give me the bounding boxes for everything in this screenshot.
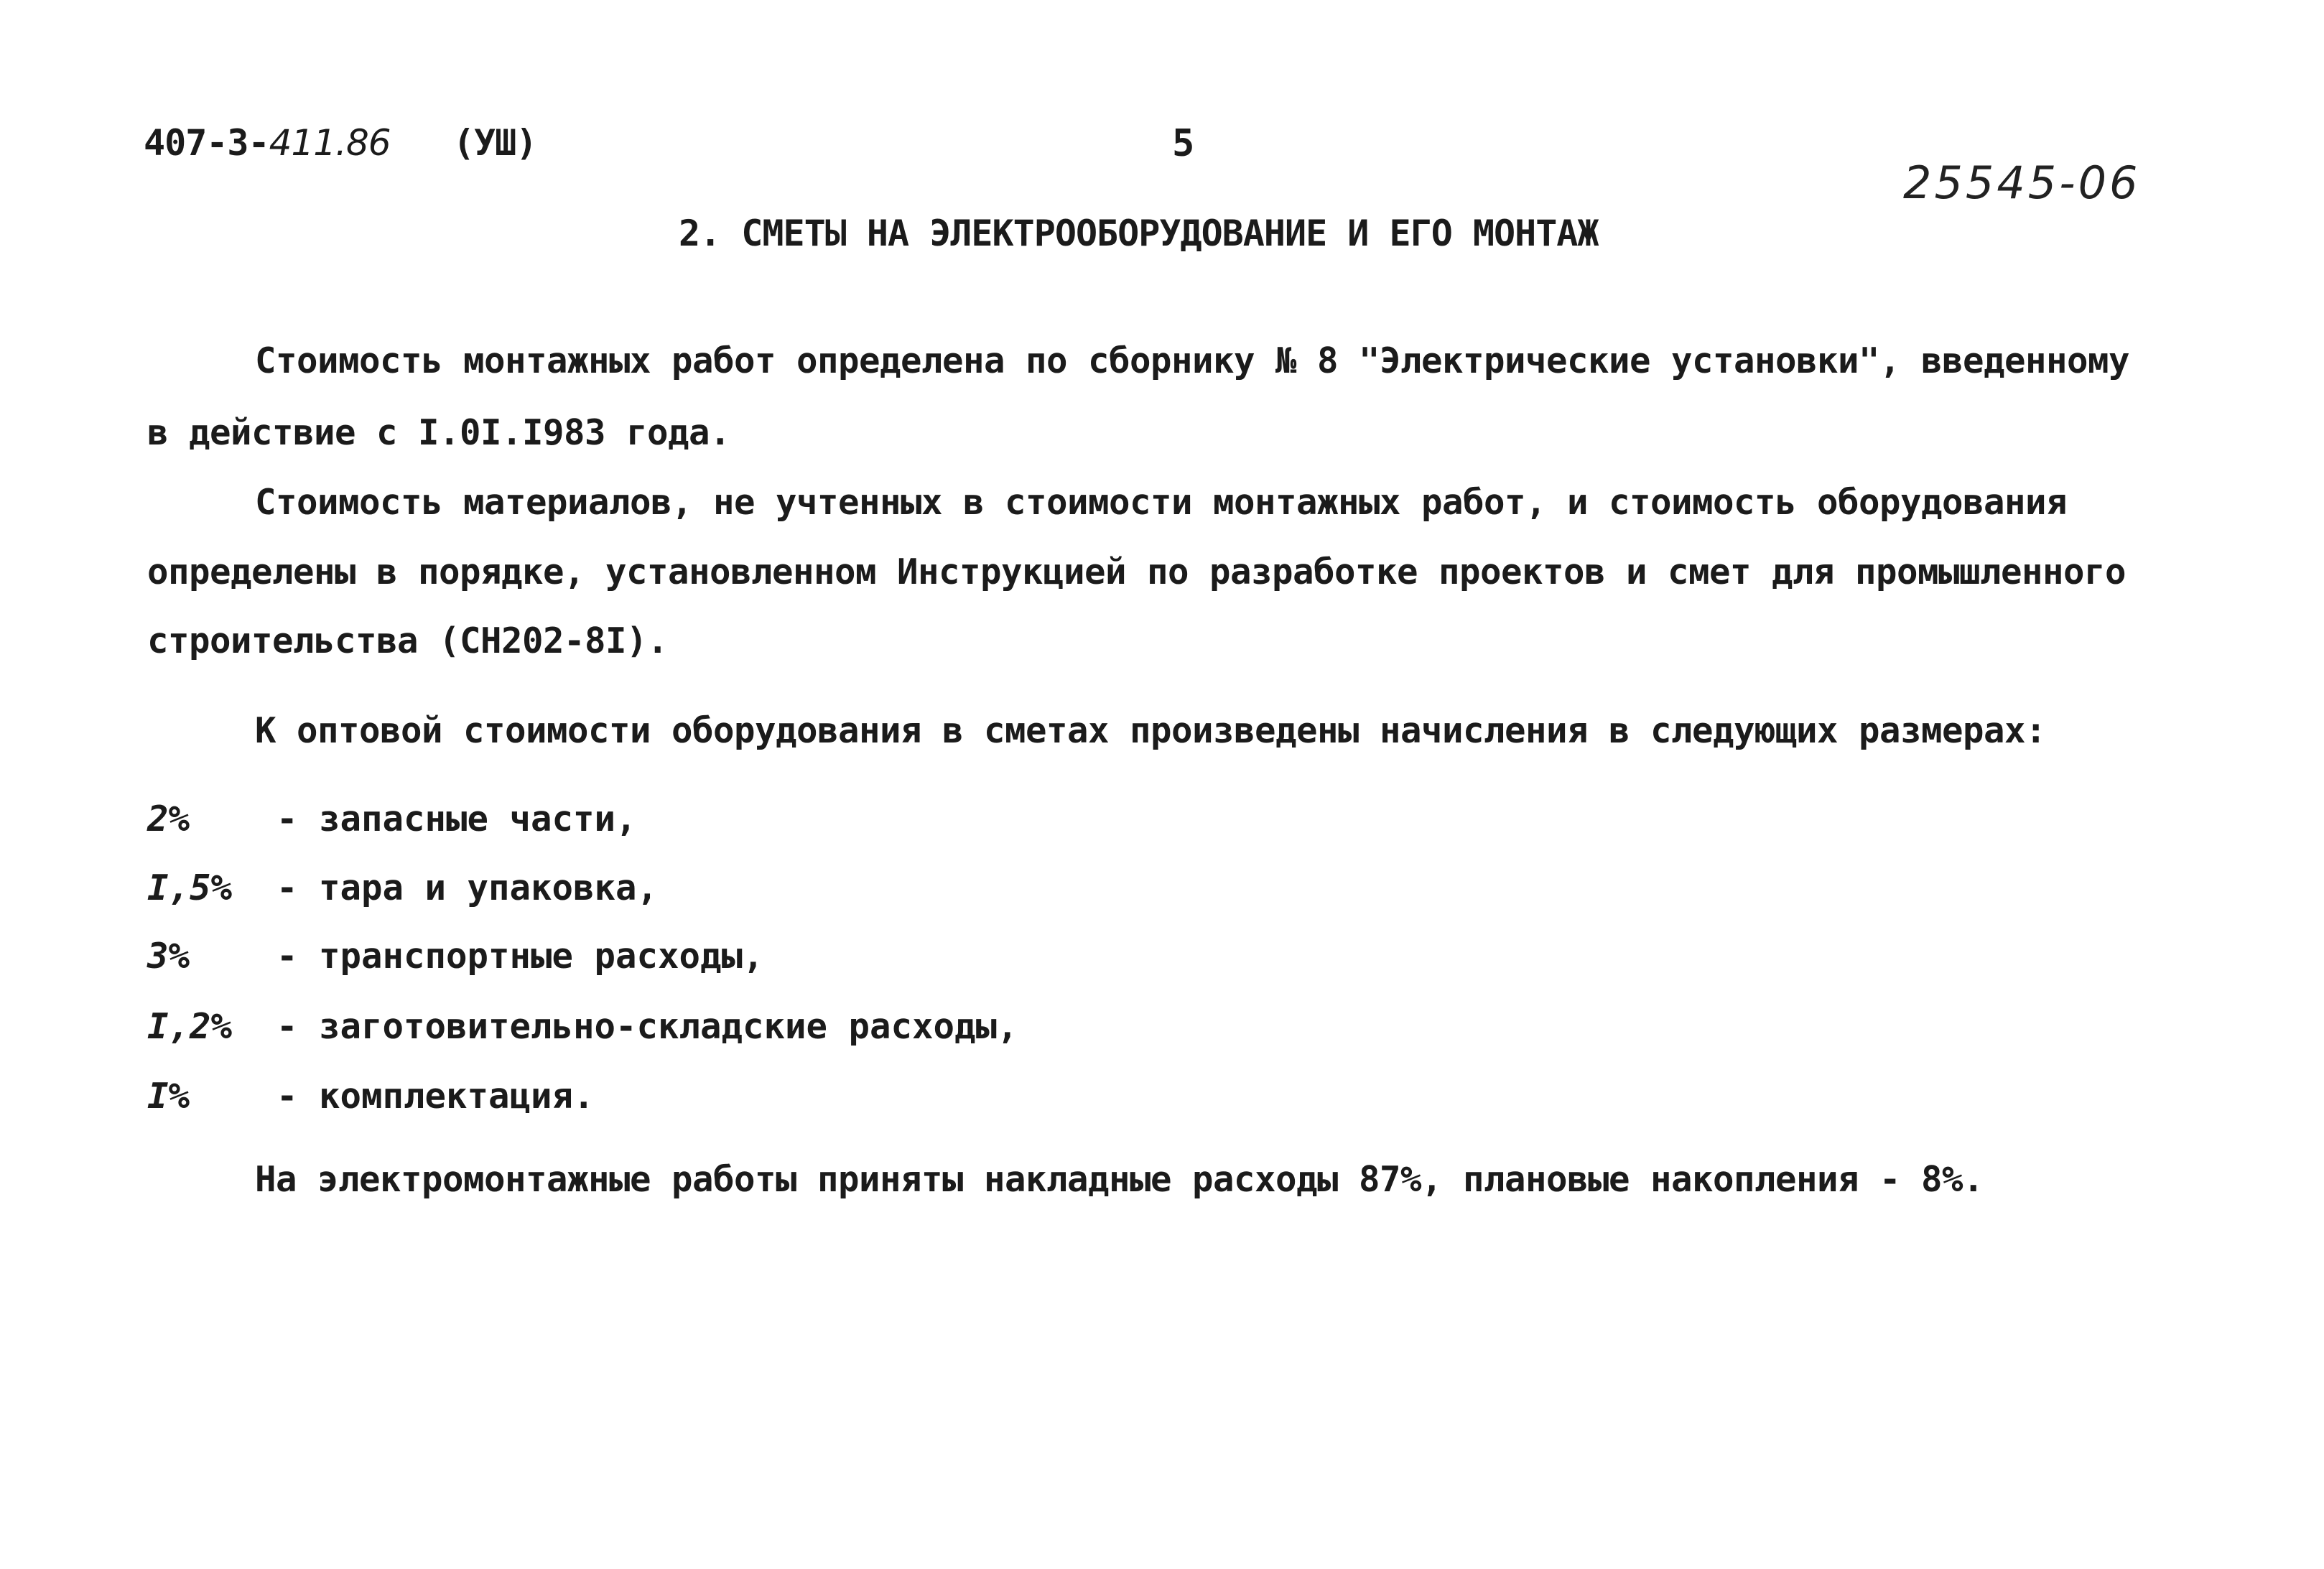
charge-item: - транспортные расходы,: [276, 936, 764, 977]
paragraph-2-line-2: определены в порядке, установленном Инструкцией по разработке проектов и смет для промышленного: [147, 551, 2127, 592]
charge-percent: 3%: [147, 936, 190, 977]
document-code-printed: 407-3-: [144, 122, 269, 164]
paragraph-3-line-1: К оптовой стоимости оборудования в сметах произведены начисления в следующих размерах:: [255, 710, 2047, 751]
paragraph-1-line-2: в действие с I.0I.I983 года.: [147, 412, 731, 453]
charge-item: - тара и упаковка,: [276, 867, 659, 908]
document-code: [144, 122, 536, 164]
page-number: 5: [1172, 122, 1195, 165]
paragraph-1-line-1: Стоимость монтажных работ определена по сборнику № 8 "Электрические установки", введенному: [255, 340, 2130, 381]
charge-percent: I,5%: [147, 867, 233, 908]
closing-line: На электромонтажные работы приняты накладные расходы 87%, плановые накопления - 8%.: [255, 1159, 1984, 1200]
paragraph-2-line-1: Стоимость материалов, не учтенных в стоимости монтажных работ, и стоимость оборудования: [255, 482, 2068, 523]
document-code-handwritten: 411.86: [269, 122, 391, 164]
charge-percent: 2%: [147, 799, 190, 839]
charge-percent: I,2%: [147, 1006, 233, 1047]
section-title: 2. СМЕТЫ НА ЭЛЕКТРООБОРУДОВАНИЕ И ЕГО МОНТАЖ: [679, 213, 1599, 254]
charge-item: - заготовительно-складские расходы,: [276, 1006, 1018, 1047]
charge-percent: I%: [147, 1076, 190, 1117]
paragraph-2-line-3: строительства (СН202-8I).: [147, 620, 669, 661]
charge-item: - запасные части,: [276, 799, 637, 839]
archive-number: 25545-06: [1903, 157, 2141, 209]
charge-item: - комплектация.: [276, 1076, 595, 1117]
album-number: (УШ): [452, 122, 537, 164]
